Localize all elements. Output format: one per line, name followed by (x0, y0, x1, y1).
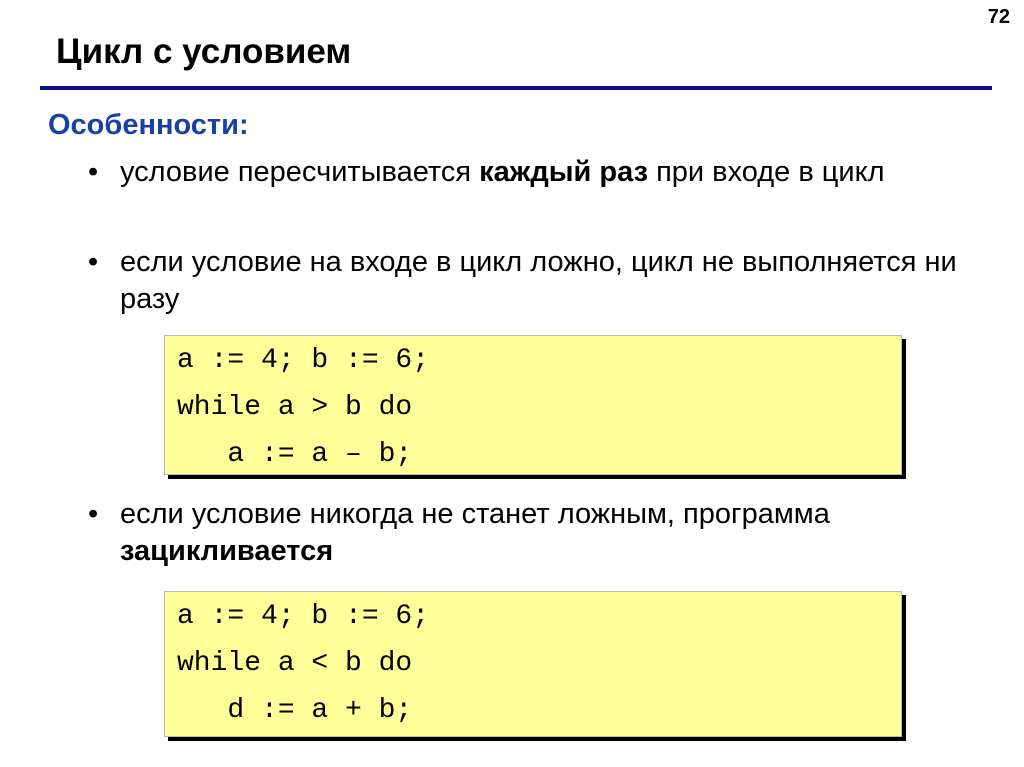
bullet-text-part: условие пересчитывается (120, 156, 480, 188)
bullet-text: если условие на входе в цикл ложно, цикл не выполняется ни разу (120, 246, 957, 315)
code-block-false-loop (164, 335, 902, 475)
code-line: a := 4; b := 6; (177, 601, 430, 632)
bullet-emphasis: каждый раз (479, 156, 649, 188)
title-divider (40, 86, 992, 90)
bullet-text-part: при входе в цикл (648, 156, 885, 188)
code-line: while a < b do (177, 648, 413, 679)
code-line: d := a + b; (177, 695, 413, 726)
bullet-item-recalculated (88, 154, 968, 191)
slide-title: Цикл с условием (56, 32, 352, 71)
bullet-text-part: если условие никогда не станет ложным, программа (120, 498, 830, 530)
bullet-marker: • (88, 498, 99, 530)
slide-number: 72 (987, 6, 1010, 28)
bullet-text (120, 496, 988, 570)
bullet-text (120, 154, 968, 191)
code-block-infinite-loop (164, 591, 902, 737)
bullet-emphasis: зацикливается (120, 535, 334, 567)
bullet-item-infinite-loop (88, 496, 988, 570)
code-line: a := a – b; (177, 439, 413, 470)
bullet-item-false-condition (88, 244, 968, 318)
section-subtitle: Особенности: (48, 109, 249, 141)
code-line: while a > b do (177, 392, 413, 423)
bullet-marker: • (88, 156, 99, 188)
bullet-marker: • (88, 246, 99, 278)
code-line: a := 4; b := 6; (177, 345, 430, 376)
